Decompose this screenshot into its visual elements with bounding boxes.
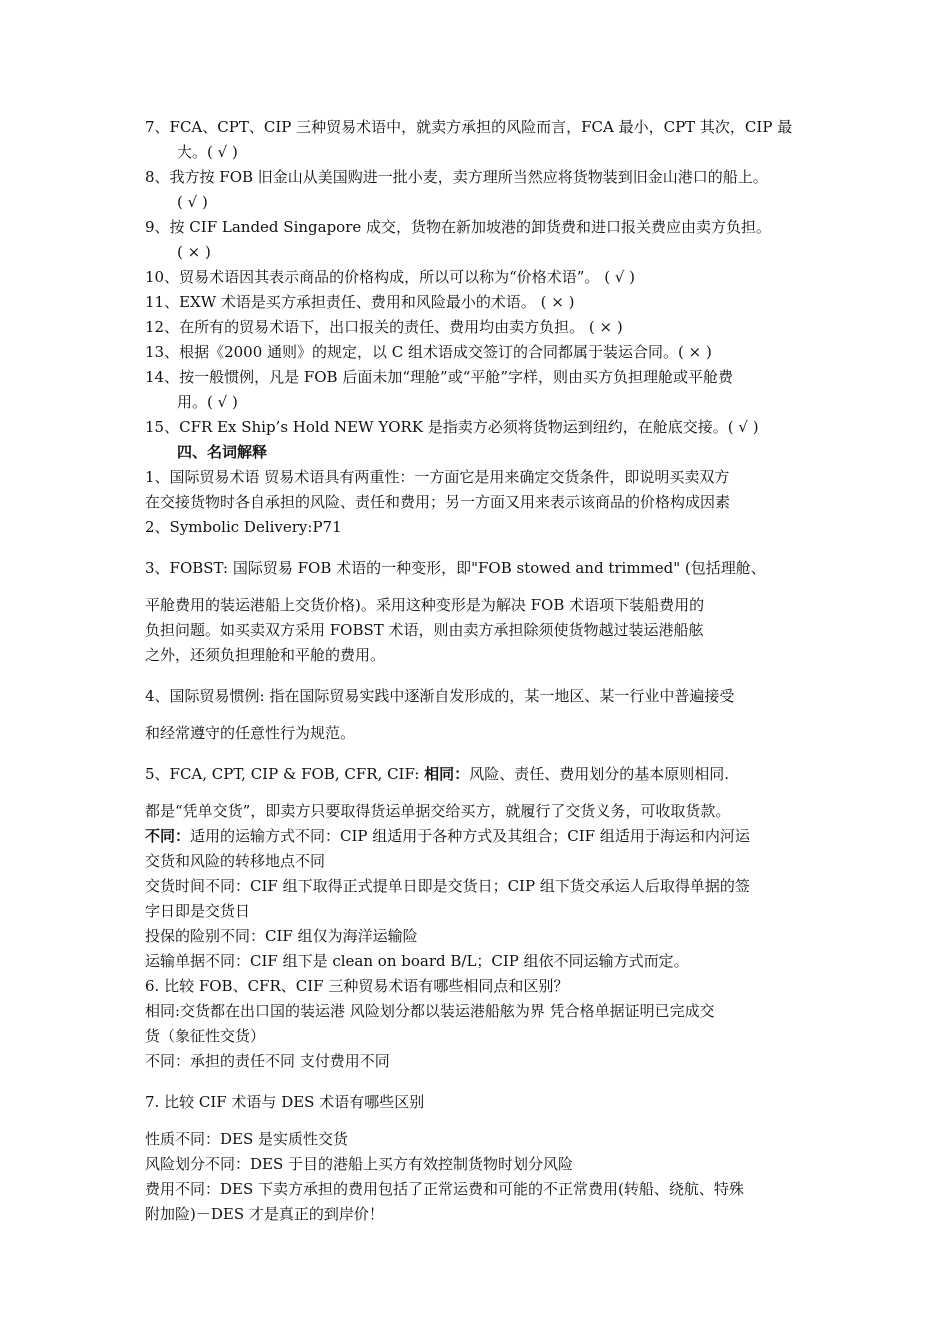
term3-line-3: 负担问题。如买卖双方采用 FOBST 术语，则由卖方承担除须使货物越过装运港船舷 (145, 621, 704, 639)
spacer (145, 581, 815, 593)
term3-line-1: 3、FOBST: 国际贸易 FOB 术语的一种变形，即"FOB stowed and trimmed" (包括理舱、 (145, 559, 766, 577)
q9-line-1: 9、按 CIF Landed Singapore 成交，货物在新加坡港的卸货费和进口报关费应由卖方负担。 (145, 218, 772, 236)
spacer (145, 709, 815, 721)
q14-line-1: 14、按一般惯例，凡是 FOB 后面未加“理舱”或“平舱”字样，则由买方负担理舱或平舱费 (145, 368, 734, 386)
term5-same-text: 风险、责任、费用划分的基本原则相同. (469, 765, 729, 783)
answer6-line-2: 货（象征性交货） (145, 1027, 266, 1045)
q7-line-1: 7、FCA、CPT、CIP 三种贸易术语中，就卖方承担的风险而言，FCA 最小，CPT 其次，CIP 最 (145, 118, 793, 136)
spacer (145, 787, 815, 799)
term5-line-4: 交货和风险的转移地点不同 (145, 852, 326, 870)
term5-line-8: 运输单据不同：CIF 组下是 clean on board B/L；CIP 组依不同运输方式而定。 (145, 952, 689, 970)
spacer (145, 1074, 815, 1090)
term5-line-1 (145, 762, 815, 787)
question6: 6. 比较 FOB、CFR、CIF 三种贸易术语有哪些相同点和区别？ (145, 977, 569, 995)
spacer (145, 540, 815, 556)
q9-line-2: ( × ) (177, 243, 211, 261)
answer6-line-3: 不同：承担的责任不同 支付费用不同 (145, 1052, 390, 1070)
q8-line-1: 8、我方按 FOB 旧金山从美国购进一批小麦，卖方理所当然应将货物装到旧金山港口的船上。 (145, 168, 768, 186)
term4-line-2: 和经常遵守的任意性行为规范。 (145, 724, 356, 742)
term5-line-2: 都是“凭单交货”，即卖方只要取得货运单据交给买方，就履行了交货义务，可收取货款。 (145, 802, 731, 820)
answer6-line-1: 相同:交货都在出口国的装运港 风险划分都以装运港船舷为界 凭合格单据证明已完成交 (145, 1002, 715, 1020)
q14-line-2: 用。( √ ) (177, 393, 238, 411)
q15-line: 15、CFR Ex Ship’s Hold NEW YORK 是指卖方必须将货物运到纽约，在舱底交接。( √ ) (145, 418, 759, 436)
term5-line-6: 字日即是交货日 (145, 902, 251, 920)
answer7-line-1: 性质不同：DES 是实质性交货 (145, 1130, 349, 1148)
term1-line-2: 在交接货物时各自承担的风险、责任和费用；另一方面又用来表示该商品的价格构成因素 (145, 493, 731, 511)
term5-same-label: 相同： (424, 765, 470, 783)
spacer (145, 668, 815, 684)
term3-line-4: 之外，还须负担理舱和平舱的费用。 (145, 646, 386, 664)
term5-line-7: 投保的险别不同：CIF 组仅为海洋运输险 (145, 927, 418, 945)
term5-diff-text: 适用的运输方式不同：CIP 组适用于各种方式及其组合；CIF 组适用于海运和内河运 (190, 827, 750, 845)
answer7-line-4: 附加险)－DES 才是真正的到岸价！ (145, 1205, 384, 1223)
q8-line-2: ( √ ) (177, 193, 208, 211)
q13-line: 13、根据《2000 通则》的规定，以 C 组术语成交签订的合同都属于装运合同。( × ) (145, 343, 712, 361)
term1-line-1: 1、国际贸易术语 贸易术语具有两重性：一方面它是用来确定交货条件，即说明买卖双方 (145, 468, 730, 486)
term4-line-1: 4、国际贸易惯例: 指在国际贸易实践中逐渐自发形成的，某一地区、某一行业中普遍接受 (145, 687, 735, 705)
section-heading: 四、名词解释 (177, 443, 268, 461)
document-page (145, 115, 815, 1227)
q12-line: 12、在所有的贸易术语下，出口报关的责任、费用均由卖方负担。 ( × ) (145, 318, 623, 336)
q10-line: 10、贸易术语因其表示商品的价格构成，所以可以称为“价格术语”。 ( √ ) (145, 268, 635, 286)
answer7-line-2: 风险划分不同：DES 于目的港船上买方有效控制货物时划分风险 (145, 1155, 574, 1173)
q7-line-2: 大。( √ ) (177, 143, 238, 161)
spacer (145, 1115, 815, 1127)
term3-line-2: 平舱费用的装运港船上交货价格)。采用这种变形是为解决 FOB 术语项下装船费用的 (145, 596, 705, 614)
question7: 7. 比较 CIF 术语与 DES 术语有哪些区别 (145, 1093, 425, 1111)
q11-line: 11、EXW 术语是买方承担责任、费用和风险最小的术语。 ( × ) (145, 293, 575, 311)
spacer (145, 746, 815, 762)
term5-line-5: 交货时间不同：CIF 组下取得正式提单日即是交货日；CIP 组下货交承运人后取得单据的签 (145, 877, 750, 895)
term5-line-3 (145, 824, 815, 849)
answer7-line-3: 费用不同：DES 下卖方承担的费用包括了正常运费和可能的不正常费用(转船、绕航、特殊 (145, 1180, 744, 1198)
term5-diff-label: 不同： (145, 827, 191, 845)
term2-line: 2、Symbolic Delivery:P71 (145, 518, 342, 536)
term5-prefix: 5、FCA, CPT, CIP & FOB, CFR, CIF: (145, 765, 425, 783)
